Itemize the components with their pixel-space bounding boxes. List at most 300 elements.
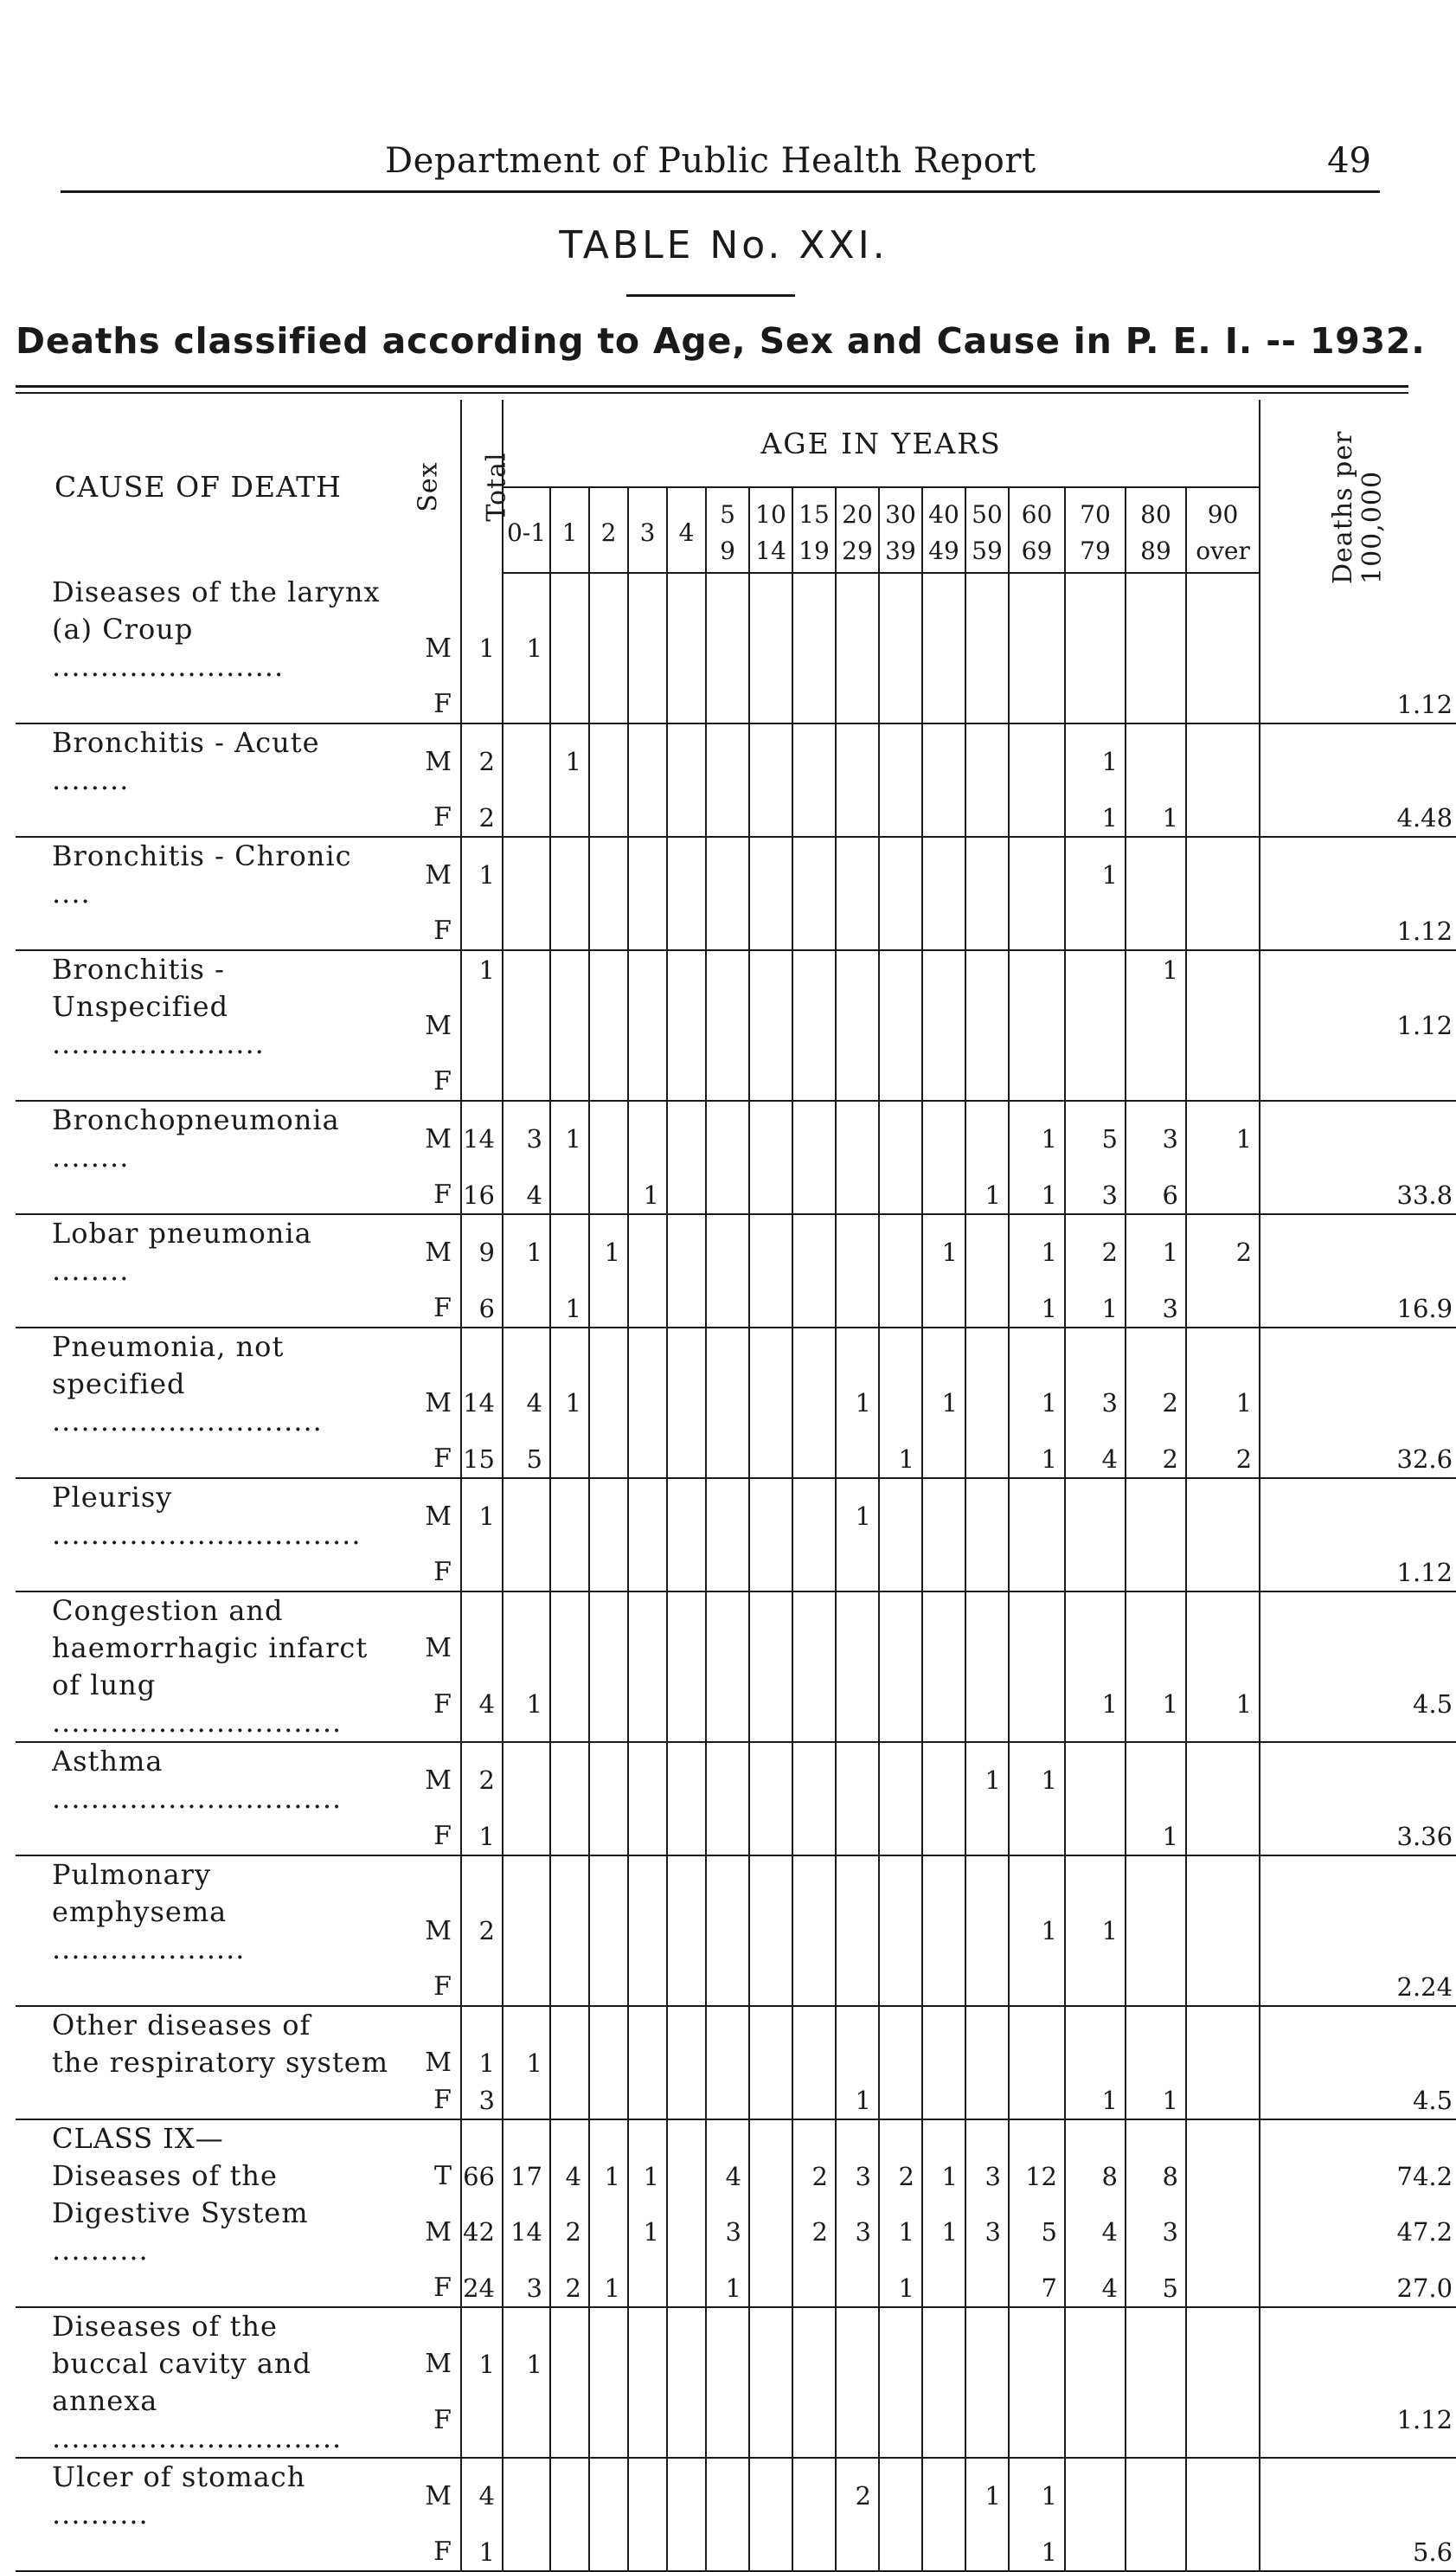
age-cell-14: 1 — [1126, 2081, 1186, 2119]
age-cell-4 — [667, 1366, 706, 1440]
age-cell-1: 1 — [550, 1101, 589, 1176]
age-cell-15: 1 — [1186, 1667, 1260, 1742]
age-cell-0: 1 — [503, 1214, 550, 1289]
age-cell-15 — [1186, 2269, 1260, 2307]
rate-cell: 1.12 — [1260, 988, 1456, 1063]
age-cell-14 — [1126, 2006, 1186, 2044]
age-cell-6 — [749, 1214, 792, 1289]
cause-cell — [16, 2081, 396, 2119]
rate-cell — [1260, 1591, 1456, 1630]
age-cell-3 — [628, 1440, 667, 1478]
age-cell-5 — [706, 1328, 749, 1366]
age-cell-8 — [836, 2269, 879, 2307]
header-rule — [61, 190, 1380, 193]
age-cell-14 — [1126, 573, 1186, 611]
age-cell-3: 1 — [628, 2157, 667, 2195]
age-cell-10 — [922, 1101, 965, 1176]
age-cell-13: 1 — [1065, 1667, 1126, 1742]
table-row — [16, 723, 1456, 799]
age-cell-8 — [836, 799, 879, 837]
age-cell-12 — [1009, 2382, 1065, 2458]
age-cell-5 — [706, 1101, 749, 1176]
age-cell-7 — [792, 837, 836, 912]
header-age-2: 2 — [589, 487, 628, 573]
age-cell-6 — [749, 837, 792, 912]
age-cell-7 — [792, 1553, 836, 1591]
age-cell-7 — [792, 723, 836, 799]
age-cell-15 — [1186, 2006, 1260, 2044]
age-cell-9 — [879, 1667, 922, 1742]
running-title: Department of Public Health Report — [385, 141, 1036, 181]
rate-cell — [1260, 611, 1456, 685]
age-cell-2 — [589, 1328, 628, 1366]
header-age-8: 20 29 — [836, 487, 879, 573]
age-cell-8 — [836, 1176, 879, 1214]
age-cell-0 — [503, 2006, 550, 2044]
age-cell-10: 1 — [922, 2157, 965, 2195]
age-cell-8: 3 — [836, 2195, 879, 2269]
cause-cell: Bronchitis - Acute ........ — [52, 726, 320, 796]
age-cell-12 — [1009, 611, 1065, 685]
age-cell-13 — [1065, 950, 1126, 988]
table-row — [16, 2119, 1456, 2157]
age-cell-5 — [706, 1478, 749, 1553]
cause-cell — [16, 1176, 396, 1214]
age-cell-0 — [503, 1591, 550, 1630]
age-cell-11 — [965, 1101, 1009, 1176]
age-cell-2 — [589, 837, 628, 912]
age-cell-11 — [965, 1214, 1009, 1289]
age-cell-11 — [965, 2119, 1009, 2157]
age-cell-4 — [667, 611, 706, 685]
age-cell-9 — [879, 2044, 922, 2081]
sex-cell — [396, 1328, 461, 1366]
age-cell-6 — [749, 1440, 792, 1478]
table-row — [16, 2307, 1456, 2345]
age-cell-8 — [836, 1968, 879, 2006]
age-cell-11 — [965, 1440, 1009, 1478]
rate-cell — [1260, 1742, 1456, 1817]
sex-cell: F — [396, 1667, 461, 1742]
age-cell-2 — [589, 1855, 628, 1894]
age-cell-15 — [1186, 988, 1260, 1063]
cause-cell: Bronchopneumonia ........ — [52, 1103, 340, 1173]
age-cell-11 — [965, 2345, 1009, 2382]
age-cell-15 — [1186, 573, 1260, 611]
age-cell-6 — [749, 799, 792, 837]
total-cell — [461, 1328, 503, 1366]
total-cell: 1 — [461, 611, 503, 685]
cause-cell: haemorrhagic infarct — [52, 1631, 369, 1664]
age-cell-2 — [589, 723, 628, 799]
age-cell-6 — [749, 2458, 792, 2533]
age-cell-3 — [628, 723, 667, 799]
age-cell-15 — [1186, 2119, 1260, 2157]
cause-cell: Unspecified ...................... — [52, 990, 265, 1060]
age-cell-9 — [879, 723, 922, 799]
age-cell-14 — [1126, 1553, 1186, 1591]
rate-cell — [1260, 723, 1456, 799]
age-cell-10 — [922, 1176, 965, 1214]
age-cell-11 — [965, 723, 1009, 799]
sex-cell: M — [396, 2345, 461, 2382]
age-cell-10 — [922, 1742, 965, 1817]
age-cell-10 — [922, 723, 965, 799]
age-cell-3 — [628, 2458, 667, 2533]
age-cell-9 — [879, 2345, 922, 2382]
age-cell-9 — [879, 2307, 922, 2345]
age-cell-0: 5 — [503, 1440, 550, 1478]
table-row — [16, 2044, 1456, 2081]
age-cell-6 — [749, 1328, 792, 1366]
age-cell-7: 2 — [792, 2157, 836, 2195]
mortality-table — [16, 400, 1453, 2572]
age-cell-9 — [879, 950, 922, 988]
age-cell-11 — [965, 1630, 1009, 1667]
sex-cell — [396, 1855, 461, 1894]
rate-cell: 5.6 — [1260, 2533, 1456, 2571]
sex-cell: M — [396, 1630, 461, 1667]
age-cell-9 — [879, 1289, 922, 1328]
age-cell-13 — [1065, 1553, 1126, 1591]
table-row — [16, 1101, 1456, 1176]
age-cell-4 — [667, 2458, 706, 2533]
table-row — [16, 1289, 1456, 1328]
age-cell-15: 1 — [1186, 1101, 1260, 1176]
age-cell-14 — [1126, 1968, 1186, 2006]
sex-cell: T — [396, 2157, 461, 2195]
header-age-0: 0-1 — [503, 487, 550, 573]
age-cell-0 — [503, 573, 550, 611]
age-cell-2: 1 — [589, 1214, 628, 1289]
age-cell-13 — [1065, 611, 1126, 685]
age-cell-11 — [965, 1366, 1009, 1440]
age-cell-14 — [1126, 2044, 1186, 2081]
age-cell-12 — [1009, 1630, 1065, 1667]
age-cell-13 — [1065, 1063, 1126, 1101]
age-cell-6 — [749, 1366, 792, 1440]
age-cell-7 — [792, 2458, 836, 2533]
age-cell-10 — [922, 1894, 965, 1968]
age-cell-15 — [1186, 2044, 1260, 2081]
age-cell-9 — [879, 1817, 922, 1855]
cause-cell: Asthma .............................. — [52, 1745, 343, 1815]
age-cell-1 — [550, 912, 589, 950]
age-cell-15: 2 — [1186, 1214, 1260, 1289]
cause-cell — [16, 1063, 396, 1101]
age-cell-14 — [1126, 685, 1186, 723]
age-cell-8 — [836, 1855, 879, 1894]
age-cell-7: 2 — [792, 2195, 836, 2269]
age-cell-9 — [879, 1176, 922, 1214]
total-cell — [461, 2307, 503, 2345]
age-cell-9 — [879, 1366, 922, 1440]
age-cell-13 — [1065, 2119, 1126, 2157]
age-cell-3 — [628, 988, 667, 1063]
age-cell-15 — [1186, 1742, 1260, 1817]
age-cell-8 — [836, 1553, 879, 1591]
age-cell-1 — [550, 1667, 589, 1742]
age-cell-4 — [667, 912, 706, 950]
rate-cell: 33.8 — [1260, 1176, 1456, 1214]
age-cell-3 — [628, 1366, 667, 1440]
age-cell-7 — [792, 2382, 836, 2458]
table-row — [16, 912, 1456, 950]
cause-cell: annexa .............................. — [16, 2382, 396, 2458]
age-cell-3 — [628, 2307, 667, 2345]
total-cell — [461, 573, 503, 611]
age-cell-15 — [1186, 1894, 1260, 1968]
age-cell-12 — [1009, 2307, 1065, 2345]
total-cell: 2 — [461, 723, 503, 799]
age-cell-0 — [503, 2307, 550, 2345]
rate-cell — [1260, 1328, 1456, 1366]
age-cell-5 — [706, 2533, 749, 2571]
total-cell — [461, 1591, 503, 1630]
age-cell-13 — [1065, 1817, 1126, 1855]
age-cell-6 — [749, 2081, 792, 2119]
age-cell-11 — [965, 2044, 1009, 2081]
age-cell-15 — [1186, 1328, 1260, 1366]
age-cell-5 — [706, 1440, 749, 1478]
table-row — [16, 2269, 1456, 2307]
age-cell-6 — [749, 2345, 792, 2382]
age-cell-10 — [922, 950, 965, 988]
sex-cell: M — [396, 1214, 461, 1289]
sex-cell: F — [396, 685, 461, 723]
age-cell-12 — [1009, 1855, 1065, 1894]
age-cell-0 — [503, 950, 550, 988]
age-cell-15 — [1186, 2081, 1260, 2119]
table-row — [16, 837, 1456, 912]
age-cell-14 — [1126, 1630, 1186, 1667]
age-cell-6 — [749, 1176, 792, 1214]
age-cell-4 — [667, 2081, 706, 2119]
age-cell-13: 4 — [1065, 2195, 1126, 2269]
age-cell-15 — [1186, 1591, 1260, 1630]
cause-cell: Ulcer of stomach .......... — [52, 2460, 306, 2530]
age-cell-7 — [792, 950, 836, 988]
age-cell-8 — [836, 1630, 879, 1667]
rate-cell — [1260, 2006, 1456, 2044]
age-cell-11 — [965, 611, 1009, 685]
age-cell-12 — [1009, 988, 1065, 1063]
age-cell-12 — [1009, 1553, 1065, 1591]
age-cell-5 — [706, 1817, 749, 1855]
age-cell-8 — [836, 2044, 879, 2081]
age-cell-9: 1 — [879, 2195, 922, 2269]
caption-rule-top — [16, 385, 1408, 388]
age-cell-6 — [749, 1630, 792, 1667]
age-cell-2 — [589, 2533, 628, 2571]
age-cell-11 — [965, 1667, 1009, 1742]
age-cell-9 — [879, 799, 922, 837]
age-cell-11: 3 — [965, 2157, 1009, 2195]
age-cell-9 — [879, 1553, 922, 1591]
table-row — [16, 1894, 1456, 1968]
rate-cell: 74.2 — [1260, 2157, 1456, 2195]
age-cell-9 — [879, 573, 922, 611]
age-cell-12: 1 — [1009, 1894, 1065, 1968]
age-cell-1 — [550, 2533, 589, 2571]
age-cell-2: 1 — [589, 2269, 628, 2307]
age-cell-3 — [628, 1214, 667, 1289]
rate-cell: 1.12 — [1260, 685, 1456, 723]
age-cell-0 — [503, 1855, 550, 1894]
age-cell-10 — [922, 1630, 965, 1667]
cause-cell: Congestion and — [52, 1594, 284, 1627]
age-cell-13 — [1065, 573, 1126, 611]
age-cell-10 — [922, 1591, 965, 1630]
age-cell-8 — [836, 1214, 879, 1289]
total-cell — [461, 988, 503, 1063]
cause-cell: Diseases of the larynx — [52, 575, 381, 608]
age-cell-6 — [749, 2119, 792, 2157]
age-cell-9 — [879, 685, 922, 723]
age-cell-14 — [1126, 2307, 1186, 2345]
age-cell-4 — [667, 988, 706, 1063]
age-cell-13 — [1065, 2044, 1126, 2081]
age-cell-2 — [589, 2458, 628, 2533]
age-cell-0 — [503, 1063, 550, 1101]
age-cell-4 — [667, 2006, 706, 2044]
age-cell-13 — [1065, 988, 1126, 1063]
age-cell-6 — [749, 1591, 792, 1630]
age-cell-3 — [628, 2269, 667, 2307]
cause-cell: emphysema .................... — [52, 1895, 246, 1965]
table-row — [16, 2006, 1456, 2044]
sex-cell — [396, 950, 461, 988]
age-cell-11 — [965, 1289, 1009, 1328]
age-cell-7 — [792, 799, 836, 837]
age-cell-11 — [965, 1328, 1009, 1366]
age-cell-3 — [628, 1630, 667, 1667]
header-age-11: 50 59 — [965, 487, 1009, 573]
age-cell-6 — [749, 1289, 792, 1328]
age-cell-8: 2 — [836, 2458, 879, 2533]
table-caption: Deaths classified according to Age, Sex and Cause in P. E. I. -- 1932. — [16, 320, 1426, 362]
age-cell-12 — [1009, 912, 1065, 950]
age-cell-0 — [503, 1630, 550, 1667]
age-cell-14 — [1126, 2119, 1186, 2157]
age-cell-1 — [550, 1214, 589, 1289]
age-cell-2 — [589, 1063, 628, 1101]
sex-cell: F — [396, 1440, 461, 1478]
age-cell-0 — [503, 1478, 550, 1553]
header-age-in-years: AGE IN YEARS — [503, 400, 1260, 487]
age-cell-2 — [589, 2195, 628, 2269]
age-cell-8 — [836, 988, 879, 1063]
age-cell-8 — [836, 2119, 879, 2157]
age-cell-4 — [667, 1214, 706, 1289]
age-cell-10 — [922, 2081, 965, 2119]
total-cell — [461, 1968, 503, 2006]
sex-cell: F — [396, 2081, 461, 2119]
age-cell-15 — [1186, 1855, 1260, 1894]
age-cell-13: 5 — [1065, 1101, 1126, 1176]
age-cell-7 — [792, 1289, 836, 1328]
age-cell-10 — [922, 2269, 965, 2307]
age-cell-13: 1 — [1065, 799, 1126, 837]
sex-cell — [396, 2119, 461, 2157]
age-cell-10 — [922, 2307, 965, 2345]
age-cell-0 — [503, 723, 550, 799]
age-cell-1 — [550, 1630, 589, 1667]
cause-cell: Digestive System .......... — [52, 2196, 309, 2267]
age-cell-4 — [667, 2119, 706, 2157]
age-cell-11 — [965, 2081, 1009, 2119]
table-row — [16, 2533, 1456, 2571]
age-cell-14 — [1126, 2533, 1186, 2571]
age-cell-8 — [836, 2533, 879, 2571]
age-cell-4 — [667, 1817, 706, 1855]
age-cell-10 — [922, 1817, 965, 1855]
age-cell-14 — [1126, 837, 1186, 912]
rate-cell — [1260, 1101, 1456, 1176]
rate-cell — [1260, 2345, 1456, 2382]
sex-cell: F — [396, 912, 461, 950]
age-cell-15 — [1186, 2345, 1260, 2382]
rate-cell: 27.0 — [1260, 2269, 1456, 2307]
cause-cell: Lobar pneumonia ........ — [52, 1217, 312, 1287]
age-cell-5 — [706, 799, 749, 837]
age-cell-6 — [749, 1894, 792, 1968]
age-cell-2: 1 — [589, 2157, 628, 2195]
age-cell-11: 3 — [965, 2195, 1009, 2269]
age-cell-8 — [836, 685, 879, 723]
age-cell-12: 1 — [1009, 1440, 1065, 1478]
age-cell-7 — [792, 1214, 836, 1289]
age-cell-3 — [628, 1328, 667, 1366]
age-cell-7 — [792, 573, 836, 611]
age-cell-14 — [1126, 1894, 1186, 1968]
age-cell-6 — [749, 2533, 792, 2571]
age-cell-12 — [1009, 723, 1065, 799]
age-cell-15 — [1186, 837, 1260, 912]
age-cell-10 — [922, 2119, 965, 2157]
sex-cell: M — [396, 2044, 461, 2081]
age-cell-1 — [550, 950, 589, 988]
age-cell-7 — [792, 1968, 836, 2006]
age-cell-14 — [1126, 1591, 1186, 1630]
age-cell-6 — [749, 2006, 792, 2044]
age-cell-14 — [1126, 1063, 1186, 1101]
age-cell-12 — [1009, 2119, 1065, 2157]
age-cell-0 — [503, 988, 550, 1063]
age-cell-4 — [667, 1855, 706, 1894]
rate-cell: 4.48 — [1260, 799, 1456, 837]
total-cell — [461, 1855, 503, 1894]
age-cell-9 — [879, 2006, 922, 2044]
total-cell: 4 — [461, 1667, 503, 1742]
table-title: TABLE No. XXI. — [559, 223, 888, 267]
age-cell-10 — [922, 1968, 965, 2006]
age-cell-9 — [879, 1894, 922, 1968]
age-cell-7 — [792, 1817, 836, 1855]
age-cell-14: 1 — [1126, 1817, 1186, 1855]
age-cell-11 — [965, 1968, 1009, 2006]
age-cell-14 — [1126, 1855, 1186, 1894]
age-cell-11 — [965, 685, 1009, 723]
age-cell-1 — [550, 2081, 589, 2119]
age-cell-0 — [503, 2081, 550, 2119]
sex-cell: F — [396, 1289, 461, 1328]
age-cell-14 — [1126, 1328, 1186, 1366]
cause-cell: (a) Croup ........................ — [52, 613, 285, 683]
age-cell-5 — [706, 1894, 749, 1968]
age-cell-12: 5 — [1009, 2195, 1065, 2269]
age-cell-0: 4 — [503, 1176, 550, 1214]
